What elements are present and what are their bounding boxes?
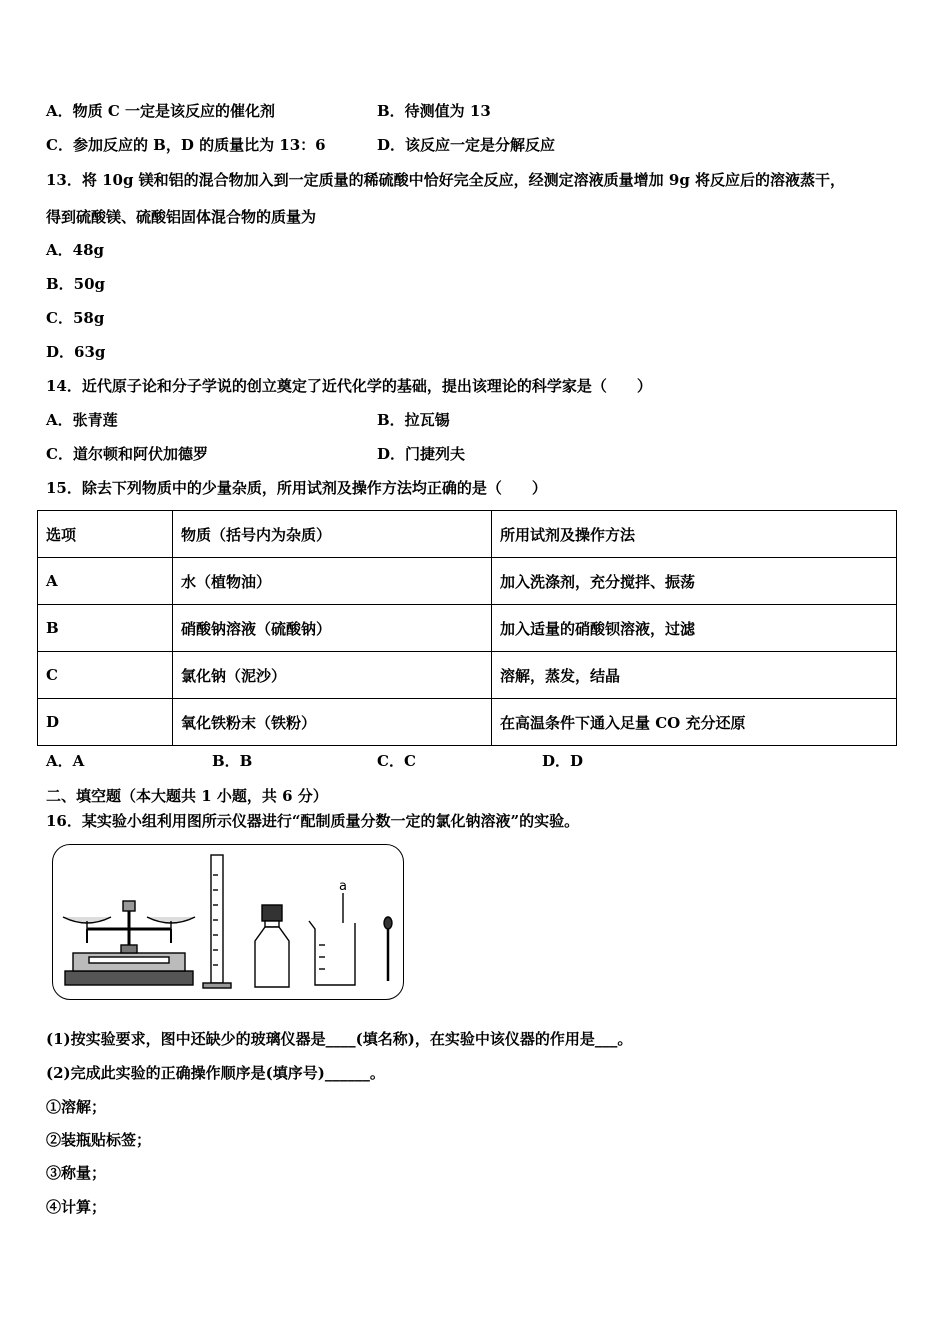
table-cell: 氯化钠（泥沙） [173,652,492,699]
table-cell: 水（植物油） [173,558,492,605]
q16-step-4: ④计算； [46,1198,107,1216]
table-header-cell: 所用试剂及操作方法 [492,511,897,558]
q16-sub2: (2)完成此实验的正确操作顺序是(填序号)______。 [46,1064,385,1082]
table-cell: A [38,558,173,605]
table-cell: 溶解，蒸发，结晶 [492,652,897,699]
q14-stem: 14．近代原子论和分子学说的创立奠定了近代化学的基础，提出该理论的科学家是（ ） [46,377,652,395]
q16-stem: 16．某实验小组利用图所示仪器进行“配制质量分数一定的氯化钠溶液”的实验。 [46,812,580,830]
beaker-label-a: a [339,879,347,894]
table-row [38,652,897,699]
balance-scale-icon [63,901,195,985]
q13-option-c: C．58g [46,309,105,327]
q12-option-c: C．参加反应的 B，D 的质量比为 13：6 [46,136,326,154]
q15-table [37,510,897,746]
q16-step-1: ①溶解； [46,1098,107,1116]
q15-option-d: D．D [542,752,584,770]
q13-option-b: B．50g [46,275,106,293]
q12-option-d: D．该反应一定是分解反应 [377,136,556,154]
lab-apparatus-figure [52,844,404,1000]
table-cell: 加入洗涤剂，充分搅拌、振荡 [492,558,897,605]
lab-apparatus-illustration [53,845,403,999]
table-row [38,558,897,605]
q14-option-c: C．道尔顿和阿伏加德罗 [46,445,208,463]
q13-option-a: A．48g [46,241,105,259]
q13-stem-line2: 得到硫酸镁、硫酸铝固体混合物的质量为 [46,208,317,226]
table-cell: 硝酸钠溶液（硫酸钠） [173,605,492,652]
table-cell: 加入适量的硝酸钡溶液，过滤 [492,605,897,652]
q13-stem-line1: 13．将 10g 镁和铝的混合物加入到一定质量的稀硫酸中恰好完全反应，经测定溶液质量增加 9g 将反应后的溶液蒸干， [46,171,846,189]
q14-option-b: B．拉瓦锡 [377,411,450,429]
measuring-cylinder-icon [203,855,231,988]
table-header-row [38,511,897,558]
q15-stem: 15．除去下列物质中的少量杂质，所用试剂及操作方法均正确的是（ ） [46,479,547,497]
beaker-icon [309,893,355,985]
q12-option-a: A．物质 C 一定是该反应的催化剂 [46,102,276,120]
dropper-icon [384,917,392,981]
reagent-bottle-icon [255,905,289,987]
q13-option-d: D．63g [46,343,106,361]
q14-option-a: A．张青莲 [46,411,118,429]
table-cell: C [38,652,173,699]
table-cell: D [38,699,173,746]
table-row [38,699,897,746]
q15-option-b: B．B [212,752,253,770]
q15-option-c: C．C [377,752,416,770]
q16-step-3: ③称量； [46,1164,107,1182]
table-cell: B [38,605,173,652]
q16-step-2: ②装瓶贴标签； [46,1131,152,1149]
q12-option-b: B．待测值为 13 [377,102,491,120]
q16-sub1: (1)按实验要求，图中还缺少的玻璃仪器是____(填名称)，在实验中该仪器的作用是___。 [46,1030,633,1048]
q14-option-d: D．门捷列夫 [377,445,466,463]
table-cell: 氧化铁粉末（铁粉） [173,699,492,746]
table-header-cell: 物质（括号内为杂质） [173,511,492,558]
section-title: 二、填空题（本大题共 1 小题，共 6 分） [46,787,328,805]
table-header-cell: 选项 [38,511,173,558]
table-row [38,605,897,652]
table-cell: 在高温条件下通入足量 CO 充分还原 [492,699,897,746]
q15-option-a: A．A [46,752,85,770]
